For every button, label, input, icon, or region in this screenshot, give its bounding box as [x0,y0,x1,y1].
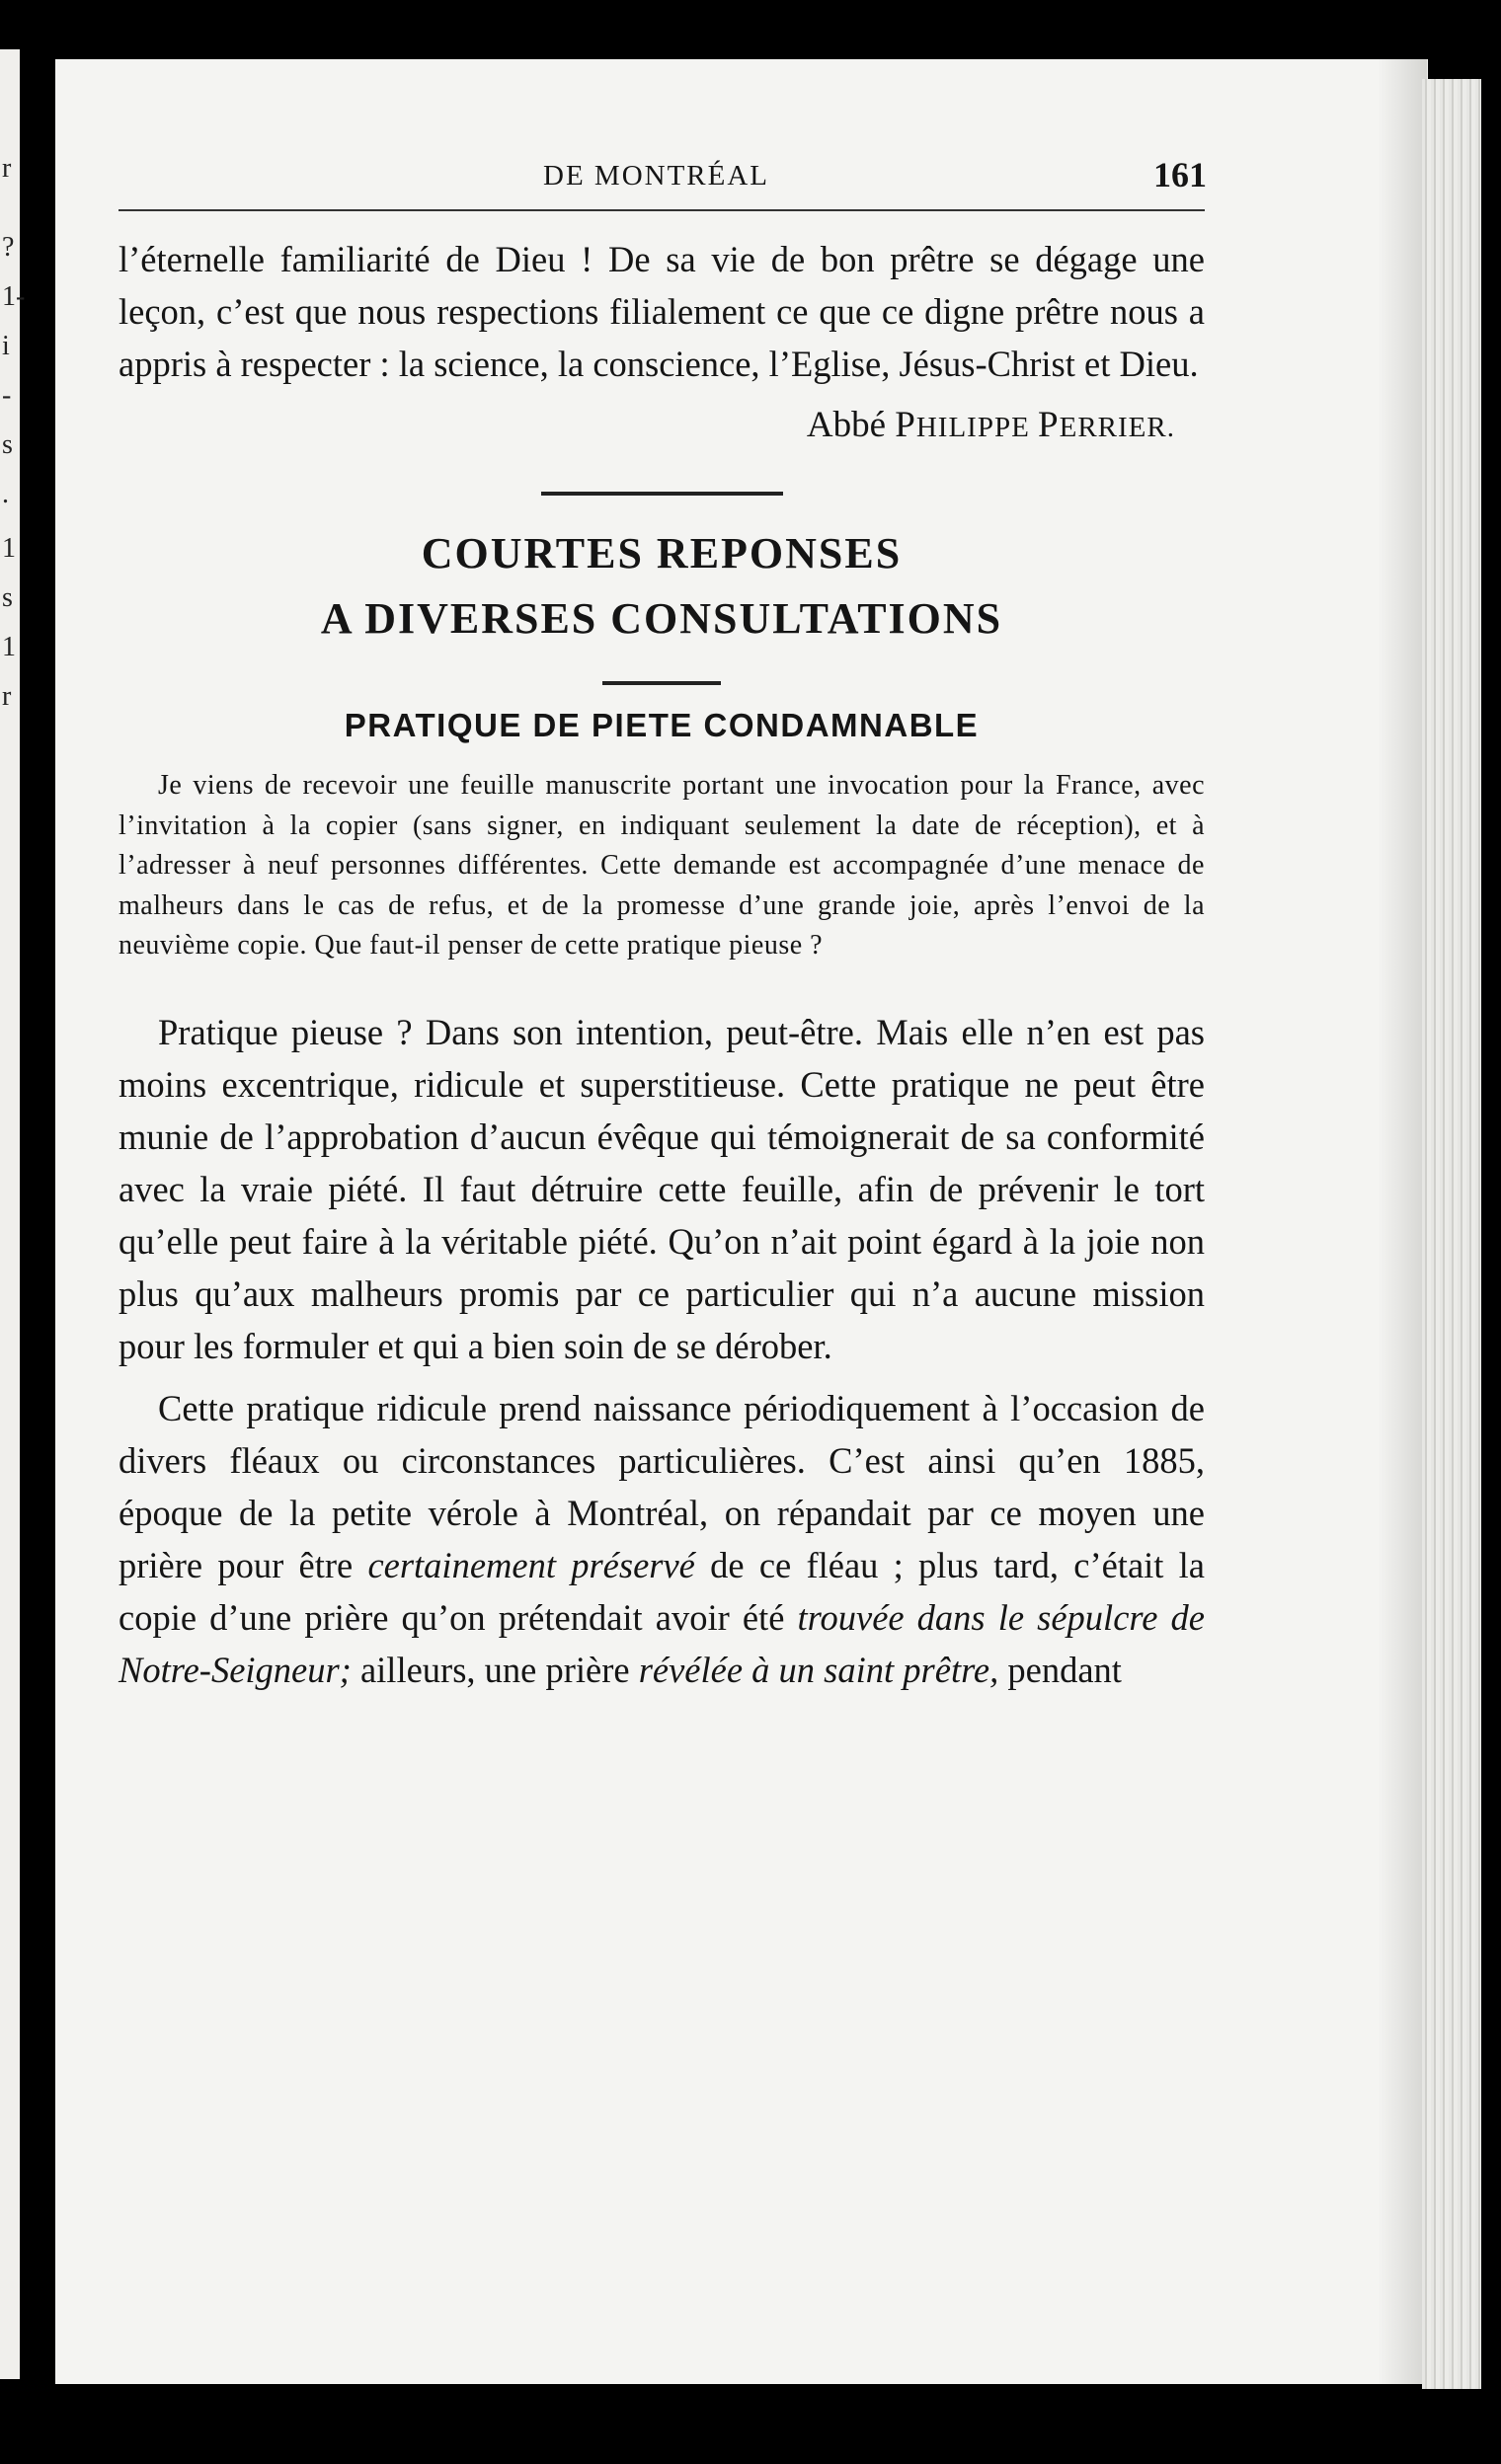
margin-fragment: s [2,582,13,613]
section-title-line-2: A DIVERSES CONSULTATIONS [320,594,1003,643]
margin-fragment: s [2,429,13,460]
margin-fragment: r [2,153,12,184]
signature-name: PHILIPPE PERRIER. [895,405,1175,445]
answer-paragraph-1: Pratique pieuse ? Dans son intention, peut-être. Mais elle n’en est pas moins excentrique, ridicule et superstitieuse. Cette pratique ne peut être munie de l’approbation d’aucun évêque qui témoignerait de sa conformité avec la vraie piété. Il faut détruire cette feuille, afin de prévenir le tort qu’elle peut faire à la véritable piété. Qu’on n’ait point égard à la joie non plus qu’aux malheurs promis par ce particulier qui n’a aucune mission pour les formuler et qui a bien soin de se dérober. [118,1011,1205,1366]
signature-prefix: Abbé [806,405,887,445]
page-gutter-shadow [1378,59,1427,2384]
italic-phrase: certainement préservé [367,1544,695,1585]
title-divider [602,681,721,685]
answer-paragraph-2 [118,1382,1205,1696]
running-title: DE MONTRÉAL [543,160,770,192]
page-edges [1422,79,1481,2389]
margin-fragment: r [2,681,12,712]
section-subtitle: PRATIQUE DE PIETE CONDAMNABLE [344,707,980,743]
reader-question: Je viens de recevoir une feuille manuscrite portant une invocation pour la France, avec l’invitation à la copier (sans signer, en indiquant seulement la date de réception), et à l’adresser à neuf personnes différentes. Cette demande est accompagnée d’une menace de malheurs dans le cas de refus, et de la promesse d’une grande joie, après l’envoi de la neuvième copie. Que faut-il penser de cette pratique pieuse ? [118,770,1205,961]
section-title [118,521,1205,652]
margin-fragment: . [2,479,9,509]
section-title-line-1: COURTES REPONSES [421,529,903,578]
adjacent-page-strip [0,49,26,2379]
answer-text: de ce fléau ; plus tard, c’était la copie d’une prière qu’on prétendait avoir été [118,1544,1206,1638]
running-header [118,148,1205,211]
section-divider [541,492,783,496]
margin-fragment: 1 [2,533,16,564]
margin-fragment: 1 [2,632,16,662]
signature [118,404,1205,446]
margin-fragment: - [2,380,12,411]
page-number: 161 [1153,155,1207,194]
margin-fragment: ? [2,232,15,263]
answer-text: Cette pratique ridicule prend naissance périodiquement à l’occasion de divers fléaux ou circonstances particulières. C’est ainsi qu’en 1885, époque de la petite vérole à Montréal, on répandait par ce moyen une prière pour être [118,1387,1205,1585]
italic-phrase: trouvée dans le sépulcre de Notre-Seigneur; [118,1596,1205,1690]
margin-fragment: 1- [2,281,26,312]
page-content [118,148,1205,1696]
intro-paragraph: l’éternelle familiarité de Dieu ! De sa vie de bon prêtre se dégage une leçon, c’est que nous respections filialement ce que ce digne prêtre nous a appris à respecter : la science, la conscience, l’Eglise, Jésus-Christ et Dieu. [118,239,1205,384]
margin-fragment: i [2,331,10,361]
answer-text: pendant [998,1649,1122,1690]
answer-text: ailleurs, une prière [351,1649,639,1690]
italic-phrase: révélée à un saint prêtre, [638,1649,999,1690]
